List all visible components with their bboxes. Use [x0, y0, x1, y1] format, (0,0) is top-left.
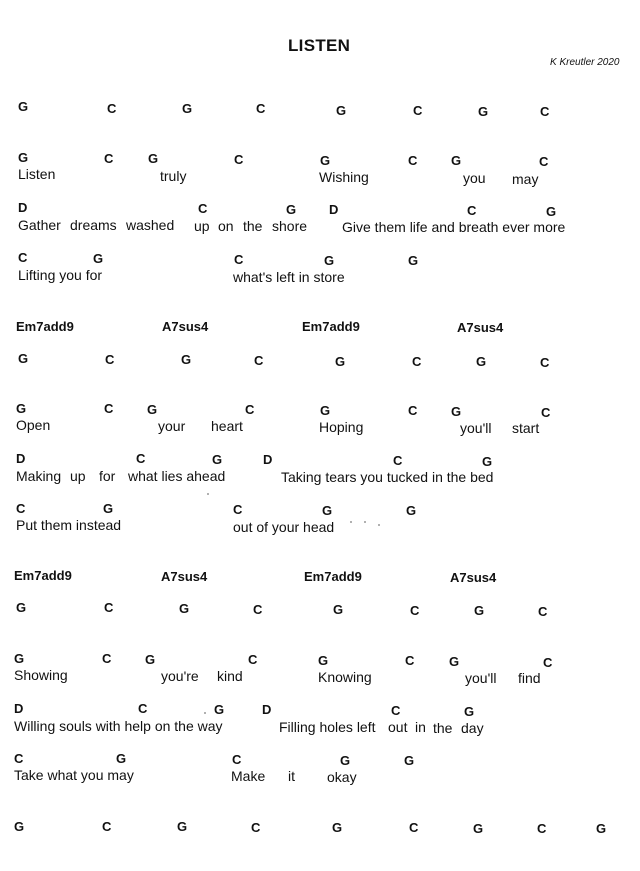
chord: C: [104, 401, 114, 416]
chord: G: [318, 653, 329, 668]
lyric: day: [461, 720, 484, 736]
chord: G: [476, 354, 487, 369]
chord: G: [182, 101, 193, 116]
chord: A7sus4: [450, 570, 497, 585]
chord: C: [541, 405, 551, 420]
chord: C: [102, 819, 112, 834]
chord: Em7add9: [16, 319, 74, 334]
lyric: you: [463, 170, 486, 186]
chord: C: [254, 353, 264, 368]
lyric: Give them life and breath ever more: [342, 219, 566, 235]
chord: A7sus4: [162, 319, 209, 334]
chord: C: [251, 820, 261, 835]
chord: C: [538, 604, 548, 619]
lyric: for: [99, 468, 116, 484]
chord: C: [14, 751, 24, 766]
chord: G: [14, 819, 25, 834]
chord: C: [232, 752, 242, 767]
chord: G: [16, 401, 27, 416]
chord: C: [234, 252, 244, 267]
chord: C: [540, 104, 550, 119]
chord: G: [406, 503, 417, 518]
lyric: Take what you may: [14, 767, 134, 783]
chord: D: [14, 701, 24, 716]
chord: G: [333, 602, 344, 617]
lyric: up: [70, 468, 86, 484]
chord: G: [340, 753, 351, 768]
chord: C: [18, 250, 28, 265]
chord: D: [262, 702, 272, 717]
chord: G: [18, 351, 29, 366]
chord: Em7add9: [304, 569, 362, 584]
lyric: truly: [160, 168, 187, 184]
lyric: start: [512, 420, 540, 436]
chord: G: [473, 821, 484, 836]
chord: G: [336, 103, 347, 118]
chord: G: [177, 819, 188, 834]
lyric: kind: [217, 668, 243, 684]
chord: D: [263, 452, 273, 467]
chord: C: [102, 651, 112, 666]
chord: C: [16, 501, 26, 516]
chord: G: [320, 403, 331, 418]
chord: G: [474, 603, 485, 618]
chord: Em7add9: [302, 319, 360, 334]
lyric: out: [388, 719, 408, 735]
lyric: in: [415, 719, 426, 735]
lyric: what's left in store: [233, 269, 345, 285]
chord: G: [596, 821, 607, 836]
chord: C: [409, 820, 419, 835]
chord: C: [104, 600, 114, 615]
lyric: you'll: [460, 420, 492, 436]
chord: C: [537, 821, 547, 836]
chord: C: [413, 103, 423, 118]
chord: C: [198, 201, 208, 216]
lyric: you're: [161, 668, 199, 684]
lyric: Hoping: [319, 419, 364, 435]
chord: C: [405, 653, 415, 668]
chord: G: [147, 402, 158, 417]
lyric: your: [158, 418, 186, 434]
chord: C: [412, 354, 422, 369]
chord: C: [107, 101, 117, 116]
chord: C: [391, 703, 401, 718]
chord: G: [116, 751, 127, 766]
chord: C: [408, 403, 418, 418]
chord: C: [104, 151, 114, 166]
lyric: Making: [16, 468, 62, 484]
lyric: shore: [272, 218, 308, 234]
lyric: heart: [211, 418, 243, 434]
lyric: what lies ahead: [128, 468, 226, 484]
scan-speck: [364, 521, 366, 523]
chord: G: [212, 452, 223, 467]
song-title: LISTEN: [288, 36, 351, 55]
lyric: Make: [231, 768, 266, 784]
lyric: the: [243, 218, 263, 234]
chord: G: [408, 253, 419, 268]
lyric: Listen: [18, 166, 56, 182]
chord: G: [14, 651, 25, 666]
chord: C: [253, 602, 263, 617]
chord: G: [451, 404, 462, 419]
lyric: the: [433, 720, 453, 736]
chord: G: [482, 454, 493, 469]
chord: D: [18, 200, 28, 215]
lyric: you'll: [465, 670, 497, 686]
chord: C: [393, 453, 403, 468]
author-credit: K Kreutler 2020: [550, 57, 620, 68]
chord: C: [233, 502, 243, 517]
chord: C: [138, 701, 148, 716]
lyric: up: [194, 218, 210, 234]
chord: C: [248, 652, 258, 667]
chord: C: [410, 603, 420, 618]
lyric: dreams: [70, 217, 117, 233]
chord: C: [543, 655, 553, 670]
scan-speck: [204, 712, 206, 714]
chord: G: [18, 99, 29, 114]
lyric: on: [218, 218, 234, 234]
chord: Em7add9: [14, 568, 72, 583]
lyric: out of your head: [233, 519, 335, 535]
chord: G: [214, 702, 225, 717]
chord: G: [451, 153, 462, 168]
chord: C: [136, 451, 146, 466]
lyric: may: [512, 171, 539, 187]
chord: G: [449, 654, 460, 669]
chord: G: [322, 503, 333, 518]
lyric: Put them instead: [16, 517, 122, 533]
lyric: Taking tears you tucked in the bed: [281, 469, 494, 485]
chord: G: [546, 204, 557, 219]
chord: A7sus4: [457, 320, 504, 335]
scan-speck: [350, 521, 352, 523]
scan-speck: [378, 524, 380, 526]
scan-speck: [207, 493, 209, 495]
chord: D: [329, 202, 339, 217]
lyric: find: [518, 670, 541, 686]
chord: G: [335, 354, 346, 369]
chord: G: [286, 202, 297, 217]
chord: G: [320, 153, 331, 168]
lyric: washed: [126, 217, 175, 233]
chord: C: [105, 352, 115, 367]
chord: C: [540, 355, 550, 370]
chord: C: [245, 402, 255, 417]
lyric: Filling holes left: [279, 719, 376, 735]
chord: G: [404, 753, 415, 768]
lyric: okay: [327, 769, 357, 785]
chord: A7sus4: [161, 569, 208, 584]
chord: C: [256, 101, 266, 116]
chord: G: [324, 253, 335, 268]
lyric: Open: [16, 417, 51, 433]
lyric: it: [288, 768, 295, 784]
chord: G: [464, 704, 475, 719]
chord: C: [408, 153, 418, 168]
lyric: Wishing: [319, 169, 369, 185]
chord: G: [16, 600, 27, 615]
chord: C: [234, 152, 244, 167]
chord: G: [181, 352, 192, 367]
chord: C: [467, 203, 477, 218]
chord: G: [145, 652, 156, 667]
chord: G: [103, 501, 114, 516]
chord: D: [16, 451, 26, 466]
chord: G: [478, 104, 489, 119]
lyric: Gather: [18, 217, 61, 233]
lyric: Showing: [14, 667, 68, 683]
chord: G: [179, 601, 190, 616]
chord: G: [18, 150, 29, 165]
chord: G: [148, 151, 159, 166]
chord: G: [93, 251, 104, 266]
lyric: Lifting you for: [18, 267, 103, 283]
chord: G: [332, 820, 343, 835]
chord: C: [539, 154, 549, 169]
lyric: Knowing: [318, 669, 372, 685]
lyric: Willing souls with help on the way: [14, 718, 223, 734]
